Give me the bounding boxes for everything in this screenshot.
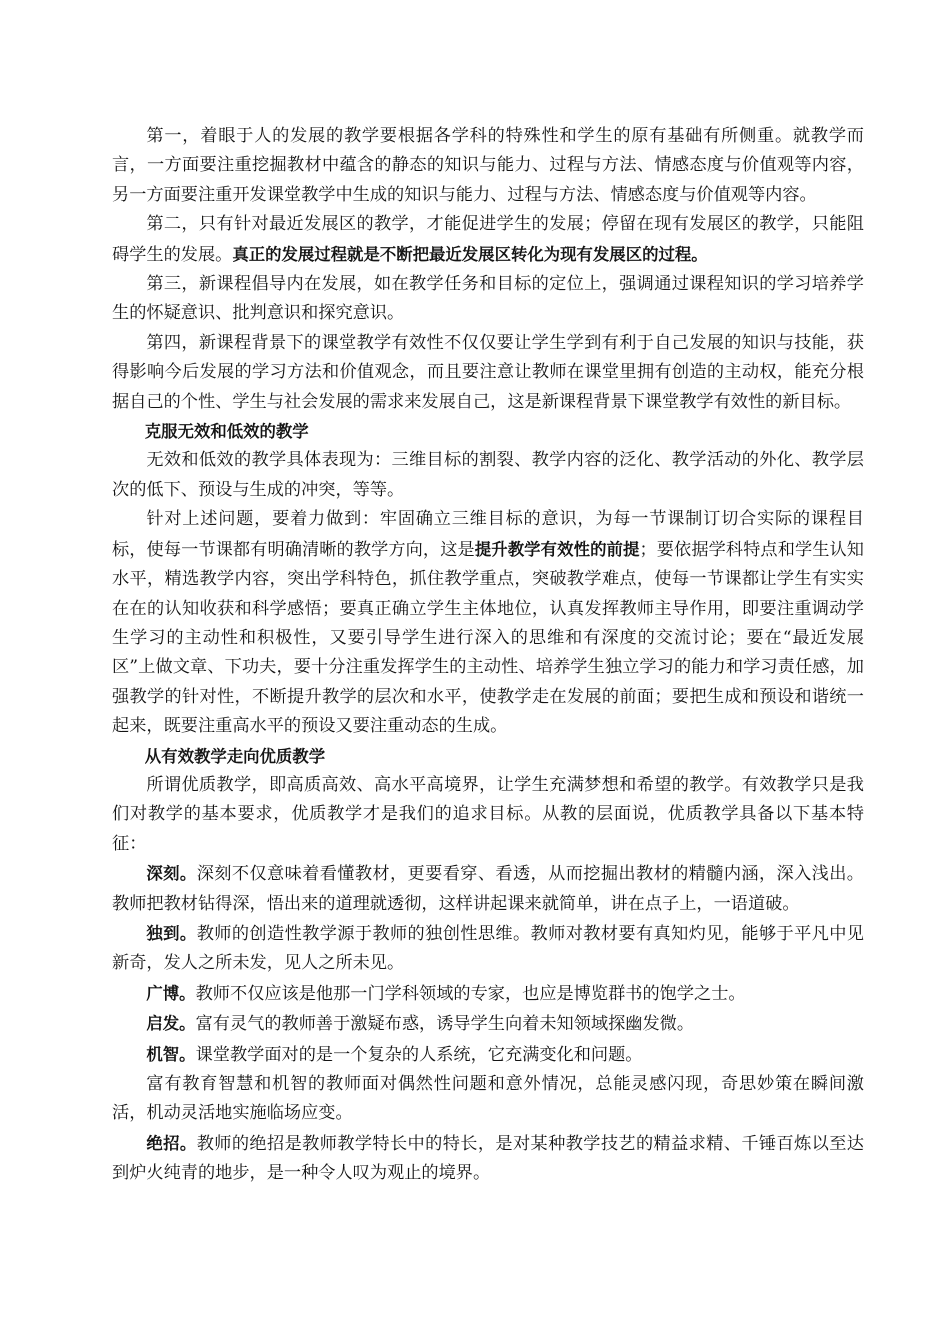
paragraph-text: 第一，着眼于人的发展的教学要根据各学科的特殊性和学生的原有基础有所侧重。就教学而言，一方面要注重挖掘教材中蕴含的静态的知识与能力、过程与方法、情感态度与价值观等内容，另一方面要注重开发课堂教学中生成的知识与能力、过程与方法、情感态度与价值观等内容。 [112, 126, 864, 205]
feature-item-profound [112, 859, 864, 919]
paragraph-third [112, 270, 864, 329]
feature-text: 教师的绝招是教师教学特长中的特长，是对某种教学技艺的精益求精、千锤百炼以至达到炉火纯青的地步，是一种令人叹为观止的境界。 [112, 1133, 864, 1184]
document-page [112, 122, 864, 1189]
feature-item-unique [112, 919, 864, 979]
feature-term: 绝招。 [146, 1133, 197, 1153]
paragraph-text: 富有教育智慧和机智的教师面对偶然性问题和意外情况，总能灵感闪现，奇思妙策在瞬间激活，机动灵活地实施临场应变。 [112, 1074, 864, 1124]
paragraph-first [112, 122, 864, 210]
feature-text: 富有灵气的教师善于激疑布惑，诱导学生向着未知领域探幽发微。 [195, 1014, 695, 1035]
paragraph-text: 所谓优质教学，即高质高效、高水平高境界，让学生充满梦想和希望的教学。有效教学只是我们对教学的基本要求，优质教学才是我们的追求目标。从教的层面说，优质教学具备以下基本特征： [112, 774, 864, 854]
feature-text: 课堂教学面对的是一个复杂的人系统，它充满变化和问题。 [195, 1044, 643, 1065]
paragraph-fourth [112, 329, 864, 417]
feature-item-inspire [112, 1009, 864, 1039]
section-heading-ineffective: 克服无效和低效的教学 [144, 422, 309, 442]
paragraph-text: 无效和低效的教学具体表现为：三维目标的割裂、教学内容的泛化、教学活动的外化、教学层次的低下、预设与生成的冲突，等等。 [112, 450, 864, 500]
feature-term: 独到。 [146, 923, 197, 943]
paragraph-text: 第三，新课程倡导内在发展，如在教学任务和目标的定位上，强调通过课程知识的学习培养学生的怀疑意识、批判意识和探究意识。 [112, 274, 864, 324]
feature-term: 广博。 [146, 983, 196, 1003]
feature-term: 启发。 [146, 1014, 196, 1034]
paragraph-ineffective-symptoms [112, 446, 864, 505]
feature-text: 教师的创造性教学源于教师的独创性思维。教师对教材要有真知灼见，能够于平凡中见新奇，发人之所未发，见人之所未见。 [112, 923, 864, 974]
feature-text: 教师不仅应该是他那一门学科领域的专家，也应是博览群书的饱学之士。 [195, 983, 746, 1004]
feature-item-masterstroke [112, 1129, 864, 1189]
feature-item-broad [112, 979, 864, 1009]
paragraph-second [112, 210, 864, 270]
emphasis-text: 提升教学有效性的前提 [474, 539, 640, 559]
feature-text: 深刻不仅意味着看懂教材，更要看穿、看透，从而挖掘出教材的精髓内涵，深入浅出。教师把教材钻得深，悟出来的道理就透彻，这样讲起课来就简单，讲在点子上，一语道破。 [112, 864, 864, 914]
section-heading-quality: 从有效教学走向优质教学 [144, 746, 326, 766]
paragraph-text: 第四，新课程背景下的课堂教学有效性不仅仅要让学生学到有利于自己发展的知识与技能，获得影响今后发展的学习方法和价值观念，而且要注意让教师在课堂里拥有创造的主动权，能充分根据自己的个性、学生与社会发展的需求来发展自己，这是新课程背景下课堂教学有效性的新目标。 [112, 332, 864, 412]
paragraph-ineffective-measures [112, 505, 864, 741]
feature-term: 深刻。 [146, 864, 197, 884]
feature-term: 机智。 [146, 1044, 196, 1064]
paragraph-text: 第二，只有针对最近发展区的教学，才能促进学生的发展；停留在现有发展区的教学，只能阻碍学生的发展。 [112, 214, 864, 265]
paragraph-quality-intro [112, 771, 864, 859]
feature-item-wit [112, 1040, 864, 1070]
paragraph-text: 针对上述问题，要着力做到：牢固确立三维目标的意识，为每一节课制订切合实际的课程目标，使每一节课都有明确清晰的教学方向，这是 [112, 509, 864, 560]
emphasis-text: 真正的发展过程就是不断把最近发展区转化为现有发展区的过程。 [232, 244, 708, 264]
paragraph-text: ；要依据学科特点和学生认知水平，精选教学内容，突出学科特色，抓住教学重点，突破教学难点，使每一节课都让学生有实实在在的认知收获和科学感悟；要真正确立学生主体地位，认真发挥教师主导作用，即要注重调动学生学习的主动性和积极性，又要引导学生进行深入的思维和有深度的交流讨论；要在“最近发展区”上做文章、下功夫，要十分注重发挥学生的主动性、培养学生独立学习的能力和学习责任感，加强教学的针对性，不断提升教学的层次和水平，使教学走在发展的前面；要把生成和预设和谐统一起来，既要注重高水平的预设又要注重动态的生成。 [112, 539, 864, 737]
paragraph-wit-detail [112, 1070, 864, 1129]
